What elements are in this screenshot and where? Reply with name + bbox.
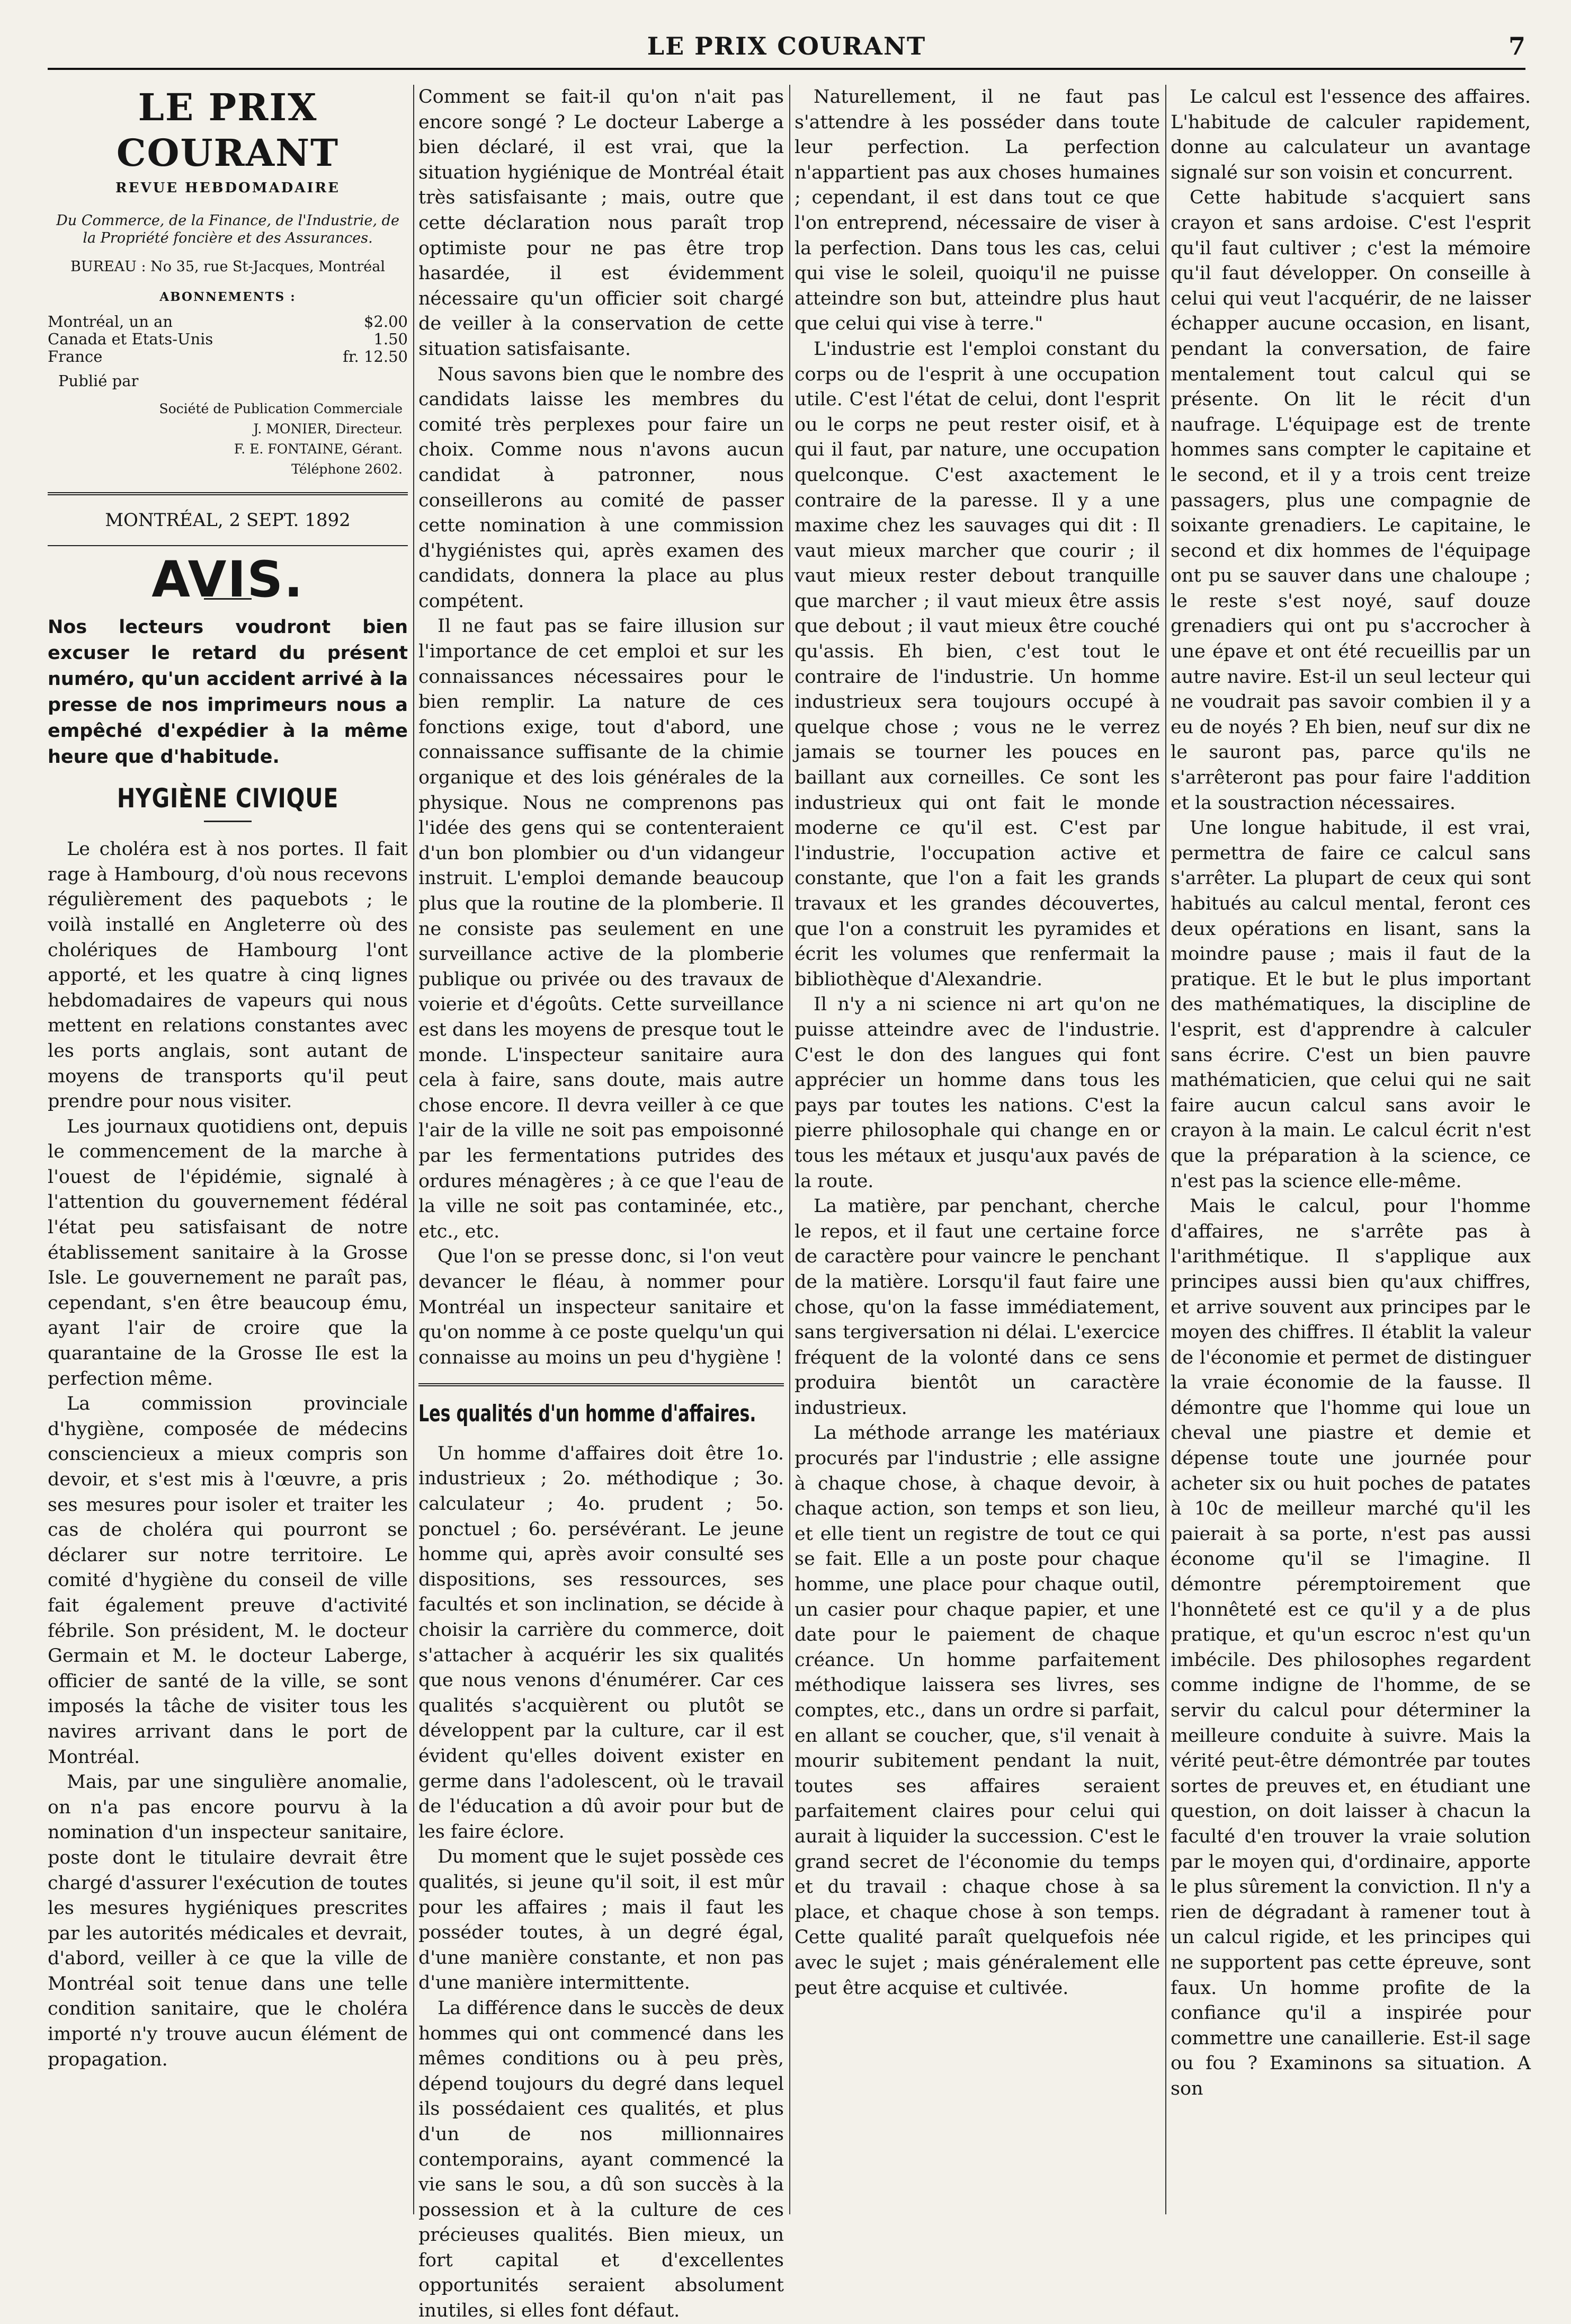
- hygiene-rule: [204, 821, 252, 822]
- director: J. MONIER, Directeur.: [253, 421, 403, 437]
- column-divider-1: [413, 85, 414, 2214]
- abonnements-label: ABONNEMENTS :: [159, 290, 296, 305]
- running-header: [48, 32, 1525, 65]
- running-header-title: LE PRIX COURANT: [647, 32, 926, 60]
- column-2: [418, 85, 784, 2322]
- qualites-paragraph: La matière, par penchant, cherche le repos, et il faut une certaine force de caractère pour vaincre le penchant de la matière. Lorsqu'il faut faire une chose, qu'on la fasse immédiatement, sans tergiversation ni délai. L'exercice fréquent de la volonté dans ce sens produira bientôt un caractère industrieux.: [795, 1196, 1160, 1419]
- publie-par: Publié par: [58, 371, 139, 390]
- masthead-rule: [48, 492, 408, 495]
- telephone: Téléphone 2602.: [291, 461, 403, 477]
- column-divider-3: [1165, 85, 1166, 2214]
- rate-price: $2.00: [363, 312, 408, 331]
- hygiene-heading: HYGIÈNE CIVIQUE: [117, 782, 339, 814]
- rate-label: Canada et Etats-Unis: [48, 330, 213, 348]
- qualites-paragraph: Un homme d'affaires doit être 1o. industrieux ; 2o. méthodique ; 3o. calculateur ; 4o. prudent ; 5o. ponctuel ; 6o. persévérant. Le jeune homme qui, après avoir consulté ses dispositions, ses ressources, ses facultés et son inclination, se décide à choisir la carrière du commerce, doit s'attacher à acquérir les six qualités que nous venons d'énumérer. Car ces qualités s'acquièrent ou plutôt se développent par la culture, car il est évident qu'elles doivent exister en germe dans l'adolescent, où le travail de l'éducation a dû avoir pour but de les faire éclore.: [418, 1443, 784, 1842]
- qualites-paragraph: Cette habitude s'acquiert sans crayon et sans ardoise. C'est l'esprit qu'il faut cultiver ; c'est la mémoire qu'il faut développer. On conseille à celui qui veut l'acquérir, de ne laisser échapper aucune occasion, en lisant, pendant la conversation, de faire mentalement tout calcul qui se présente. On lit le récit d'un naufrage. L'équipage est de trente hommes sans compter le capitaine et le second, et il y a trois cent treize passagers, plus une compagnie de soixante grenadiers. Le capitaine, le second et dix hommes de l'équipage ont pu se sauver dans une chaloupe ; le reste s'est noyé, sauf douze grenadiers qui ont pu s'accrocher à une épave et ont été recueillis par un autre navire. Est-il un seul lecteur qui ne voudrait pas savoir combien il y a eu de noyés ? Eh bien, neuf sur dix ne le sauront pas, parce qu'ils ne s'arrêteront pas pour faire l'addition et la soustraction nécessaires.: [1171, 187, 1531, 814]
- column-3: [795, 85, 1160, 2204]
- hygiene-paragraph: Comment se fait-il qu'on n'ait pas encore songé ? Le docteur Laberge a bien déclaré, il est vrai, que la situation hygiénique de Montréal était très satisfaisante ; mais, outre que cette déclaration nous paraît trop optimiste pour ne pas être trop hasardée, il est évidemment nécessaire qu'un officier soit chargé de veiller à la conservation de cette situation satisfaisante.: [418, 86, 784, 360]
- hygiene-paragraph: Que l'on se presse donc, si l'on veut devancer le fléau, à nommer pour Montréal un inspecteur sanitaire et qu'on nomme à ce poste quelqu'un qui connaisse au moins un peu d'hygiène !: [418, 1246, 784, 1368]
- rate-row: [48, 331, 408, 348]
- dateline: MONTRÉAL, 2 SEPT. 1892: [105, 510, 351, 531]
- qualites-heading: Les qualités d'un homme d'affaires.: [418, 1400, 756, 1428]
- masthead-subtitle: REVUE HEBDOMADAIRE: [115, 180, 340, 196]
- column-1: [48, 85, 408, 2204]
- qualites-paragraph: L'industrie est l'emploi constant du corps ou de l'esprit à une occupation utile. C'est l'état de celui, dont l'esprit ou le corps ne peut rester oisif, et à qui il faut, par nature, une occupation quelconque. C'est axactement le contraire de la paresse. Il y a une maxime chez les sauvages qui dit : Il vaut mieux marcher que courir ; il vaut mieux rester debout tranquille que marcher ; il vaut mieux être assis que debout ; il vaut mieux être couché qu'assis. Eh bien, c'est tout le contraire de l'industrie. Un homme industrieux sera toujours occupé à quelque chose ; vous ne le verrez jamais se tourner les pouces en baillant aux corneilles. Ce sont les industrieux qui ont fait le monde moderne ce qu'il est. C'est par l'industrie, l'occupation active et constante, que l'on a fait les grands travaux et les grandes découvertes, que l'on a construit les pyramides et écrit les volumes que renfermait la bibliothèque d'Alexandrie.: [795, 338, 1160, 990]
- qualites-paragraph: Le calcul est l'essence des affaires. L'habitude de calculer rapidement, donne au calculateur un avantage signalé sur son voisin et concurrent.: [1171, 86, 1531, 183]
- avis-heading: AVIS.: [151, 550, 304, 609]
- dateline-rule: [48, 545, 408, 546]
- rate-label: Montréal, un an: [48, 312, 173, 331]
- rate-price: fr. 12.50: [343, 347, 408, 366]
- header-rule: [48, 68, 1525, 70]
- column-4: [1171, 85, 1531, 2204]
- qualites-paragraph: Il n'y a ni science ni art qu'on ne puisse atteindre avec de l'industrie. C'est le don des langues qui font apprécier un homme dans tous les pays par toutes les nations. C'est la pierre philosophale qui change en or tous les métaux et jusqu'aux pavés de la route.: [795, 994, 1160, 1192]
- publisher: Société de Publication Commerciale: [159, 401, 403, 417]
- manager: F. E. FONTAINE, Gérant.: [234, 441, 403, 457]
- hygiene-paragraph: Le choléra est à nos portes. Il fait rage à Hambourg, d'où nous recevons régulièrement des paquebots ; le voilà installé en Angleterre où des cholériques de Hambourg l'ont apporté, et les quatre à cinq lignes hebdomadaires de vapeurs qui nous mettent en relations constantes avec les ports anglais, sont autant de moyens de transports qu'il peut prendre pour nous visiter.: [48, 839, 408, 1112]
- hygiene-paragraph: Mais, par une singulière anomalie, on n'a pas encore pourvu à la nomination d'un inspecteur sanitaire, poste dont le titulaire devrait être chargé d'assurer l'exécution de toutes les mesures hygiéniques prescrites par les autorités médicales et devrait, d'abord, veiller à ce que la ville de Montréal soit tenue dans une telle condition sanitaire, que le choléra importé n'y trouve aucun élément de propagation.: [48, 1771, 408, 2070]
- rate-price: 1.50: [373, 330, 408, 348]
- rate-row: [48, 348, 408, 366]
- hygiene-paragraph: Il ne faut pas se faire illusion sur l'importance de cet emploi et sur les connaissances nécessaires pour le bien remplir. La nature de ces fonctions exige, tout d'abord, une connaissance suffisante de la chimie organique et des lois générales de la physique. Nous ne comprenons pas l'idée des gens qui se contenteraient d'un bon plombier ou d'un vidangeur instruit. L'emploi demande beaucoup plus que la routine de la plomberie. Il ne consiste pas seulement en une surveillance active de la plomberie publique ou privée ou des travaux de voierie et d'égoûts. Cette surveillance est dans les moyens de presque tout le monde. L'inspecteur sanitaire aura cela à faire, sans doute, mais autre chose encore. Il devra veiller à ce que l'air de la ville ne soit pas empoisonné par les fermentations putrides des ordures ménagères ; à ce que l'eau de la ville ne soit pas contaminée, etc., etc., etc.: [418, 616, 784, 1242]
- hygiene-paragraph: Les journaux quotidiens ont, depuis le commencement de la marche à l'ouest de l'épidémie, signalé à l'attention du gouvernement fédéral l'état peu satisfaisant de notre établissement sanitaire à la Grosse Isle. Le gouvernement ne paraît pas, cependant, s'en être beaucoup ému, ayant l'air de croire que la quarantaine de la Grosse Ile est la perfection même.: [48, 1116, 408, 1390]
- hygiene-paragraph: Nous savons bien que le nombre des candidats laisse les membres du comité très perplexes pour faire un choix. Comme nous n'avons aucun candidat à patronner, nous conseillerons au comité de passer cette nomination à une commission d'hygiénistes qui, après examen des candidats, donnera la place au plus compétent.: [418, 363, 784, 612]
- masthead-bureau: BUREAU : No 35, rue St-Jacques, Montréal: [70, 258, 385, 275]
- rate-label: France: [48, 347, 103, 366]
- avis-body: Nos lecteurs voudront bien excuser le retard du présent numéro, qu'un accident arrivé à la presse de nos imprimeurs nous a empêché d'expédier à la même heure que d'habitude.: [48, 616, 408, 768]
- qualites-paragraph: Une longue habitude, il est vrai, permettra de faire ce calcul sans s'arrêter. La plupart de ceux qui sont habitués au calcul mental, feront ces deux opérations en lisant, sans la moindre pause ; mais il faut de la pratique. Et le but le plus important des mathématiques, la discipline de l'esprit, est d'apprendre à calculer sans écrire. C'est un bien pauvre mathématicien, que celui qui ne sait faire aucun calcul sans avoir le crayon à la main. Le calcul écrit n'est que la préparation à la science, ce n'est pas la science elle-même.: [1171, 817, 1531, 1192]
- rate-row: [48, 313, 408, 331]
- qualites-paragraph: Naturellement, il ne faut pas s'attendre à les posséder dans toute leur perfection. La perfection n'appartient pas aux choses humaines ; cependant, il est dans tout ce que l'on entreprend, nécessaire de viser à la perfection. Dans tous les cas, celui qui vise le soleil, quoiqu'il ne puisse atteindre son but, atteindre plus haut que celui qui vise à terre.": [795, 86, 1160, 335]
- page-number: 7: [1508, 32, 1525, 60]
- qualites-paragraph: La méthode arrange les matériaux procurés par l'industrie ; elle assigne à chaque chose, à chaque devoir, à chaque action, son temps et son lieu, et elle tient un registre de tout ce qui se fait. Elle a un poste pour chaque homme, une place pour chaque outil, un casier pour chaque papier, et une date pour le paiement de chaque créance. Un homme parfaitement méthodique laissera ses livres, ses comptes, etc., dans un ordre si parfait, en allant se coucher, que, s'il venait à mourir subitement pendant la nuit, toutes ses affaires seraient parfaitement claires pour celui qui aurait à liquider la succession. C'est le grand secret de l'économie du temps et du travail : chaque chose à sa place, et chaque chose à son temps. Cette qualité paraît quelquefois née avec le sujet ; mais généralement elle peut être acquise et cultivée.: [795, 1422, 1160, 1999]
- column-divider-2: [789, 85, 790, 2214]
- masthead-title: LE PRIX COURANT: [116, 85, 340, 175]
- qualites-paragraph: La différence dans le succès de deux hommes qui ont commencé dans les mêmes conditions ou à peu près, dépend toujours du degré dans lequel ils possédaient ces qualités, et plus d'un de nos millionnaires contemporains, ayant commencé la vie sans le sou, a dû son succès à la possession et à la culture de ces précieuses qualités. Bien mieux, un fort capital et d'excellentes opportunités seraient absolument inutiles, si elles font défaut.: [418, 1997, 784, 2322]
- section-rule: [418, 1383, 784, 1386]
- qualites-paragraph: Du moment que le sujet possède ces qualités, si jeune qu'il soit, il est mûr pour les affaires ; mais il faut les posséder toutes, à un degré égal, d'une manière constante, et non pas d'une manière intermittente.: [418, 1846, 784, 1994]
- hygiene-paragraph: La commission provinciale d'hygiène, composée de médecins consciencieux a mieux compris son devoir, et s'est mis à l'œuvre, a pris ses mesures pour isoler et traiter les cas de choléra qui pourront se déclarer sur notre territoire. Le comité d'hygiène du conseil de ville fait également preuve d'activité fébrile. Son président, M. le docteur Germain et M. le docteur Laberge, officier de santé de la ville, se sont imposés la tâche de visiter tous les navires arrivant dans le port de Montréal.: [48, 1393, 408, 1768]
- qualites-paragraph: Mais le calcul, pour l'homme d'affaires, ne s'arrête pas à l'arithmétique. Il s'applique aux principes aussi bien qu'aux chiffres, et arrive souvent aux principes par le moyen des chiffres. Il établit la valeur de l'économie et permet de distinguer la vraie économie de la fausse. Il démontre que l'homme qui loue un cheval une piastre et demie et dépense toute une journée pour acheter six ou huit poches de patates à 10c de meilleur marché qu'il les paierait à sa porte, n'est pas aussi économe qu'il se l'imagine. Il démontre péremptoirement que l'honnêteté est ce qu'il y a de plus pratique, et qu'un escroc n'est qu'un imbécile. Des philosophes regardent comme indigne de l'homme, de se servir du calcul pour déterminer la meilleure conduite à suivre. Mais la vérité peut-être démontrée par toutes sortes de preuves et, en étudiant une question, on doit laisser à chacun la faculté d'en trouver la vraie solution par le moyen qui, d'ordinaire, apporte le plus sûrement la conviction. Il n'y a rien de dégradant à ramener tout à un calcul rigide, et les principes qui ne supportent pas cette épreuve, sont faux. Un homme profite de la confiance qu'il a inspirée pour commettre une canaillerie. Est-il sage ou fou ? Examinons sa situation. A son: [1171, 1196, 1531, 2099]
- masthead-description: Du Commerce, de la Finance, de l'Industrie, de la Propriété foncière et des Assurances.: [56, 212, 399, 246]
